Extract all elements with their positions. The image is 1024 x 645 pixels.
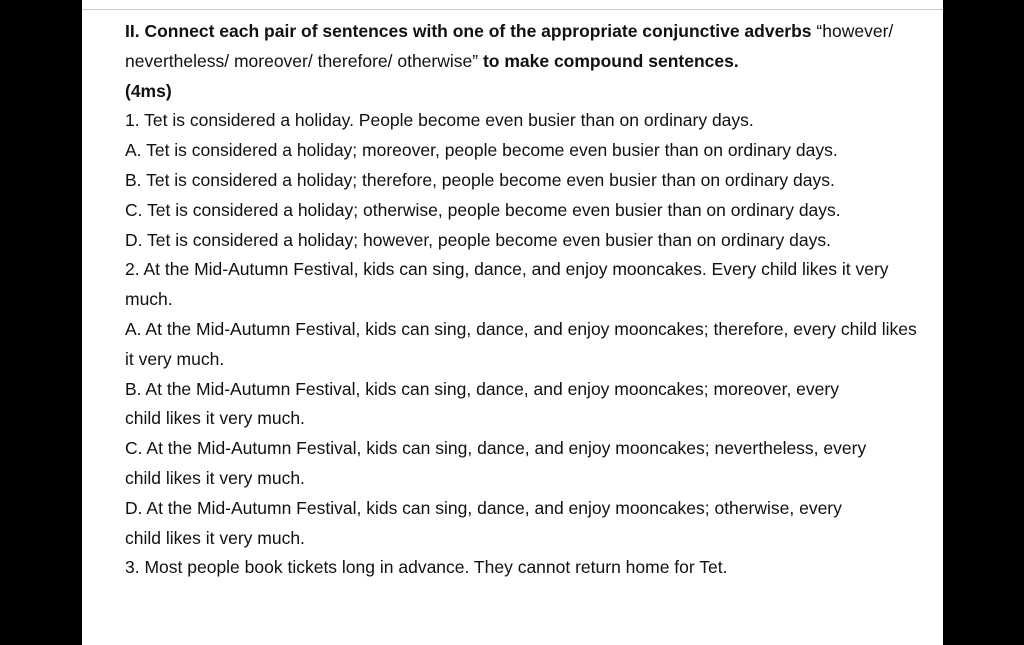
question-2-option-b: B. At the Mid-Autumn Festival, kids can sing, dance, and enjoy mooncakes; moreover, every child likes it very much.: [125, 378, 839, 429]
question-1-option-b: B. Tet is considered a holiday; therefore, people become even busier than on ordinary days.: [125, 169, 835, 190]
question-2-prompt: 2. At the Mid-Autumn Festival, kids can sing, dance, and enjoy mooncakes. Every child likes it very much.: [125, 259, 889, 310]
question-3-prompt: 3. Most people book tickets long in advance. They cannot return home for Tet.: [125, 557, 728, 578]
heading-instruction: II. Connect each pair of sentences with one of the appropriate conjunctive adverbs: [125, 21, 812, 41]
heading-instruction-end: to make compound sentences.: [478, 50, 739, 71]
exercise-marks: (4ms): [125, 80, 172, 101]
question-1-prompt: 1. Tet is considered a holiday. People become even busier than on ordinary days.: [125, 110, 754, 131]
question-1-option-a: A. Tet is considered a holiday; moreover, people become even busier than on ordinary days.: [125, 140, 838, 161]
page-top-rule: [82, 9, 943, 10]
question-1-option-c: C. Tet is considered a holiday; otherwise, people become even busier than on ordinary days.: [125, 199, 841, 220]
question-2-option-c: C. At the Mid-Autumn Festival, kids can sing, dance, and enjoy mooncakes; nevertheless, every child likes it very much.: [125, 438, 867, 488]
exercise-heading: [125, 17, 925, 77]
heading-adverb-list: “however/ nevertheless/ moreover/ therefore/ otherwise”: [125, 21, 894, 71]
question-1-option-d: D. Tet is considered a holiday; however, people become even busier than on ordinary days.: [125, 229, 831, 250]
document-page: [82, 0, 943, 645]
question-2-option-a: A. At the Mid-Autumn Festival, kids can sing, dance, and enjoy mooncakes; therefore, every child likes it very much.: [125, 318, 917, 369]
question-2-option-d: D. At the Mid-Autumn Festival, kids can sing, dance, and enjoy mooncakes; otherwise, every child likes it very much.: [125, 497, 842, 548]
document-content: [125, 17, 925, 583]
